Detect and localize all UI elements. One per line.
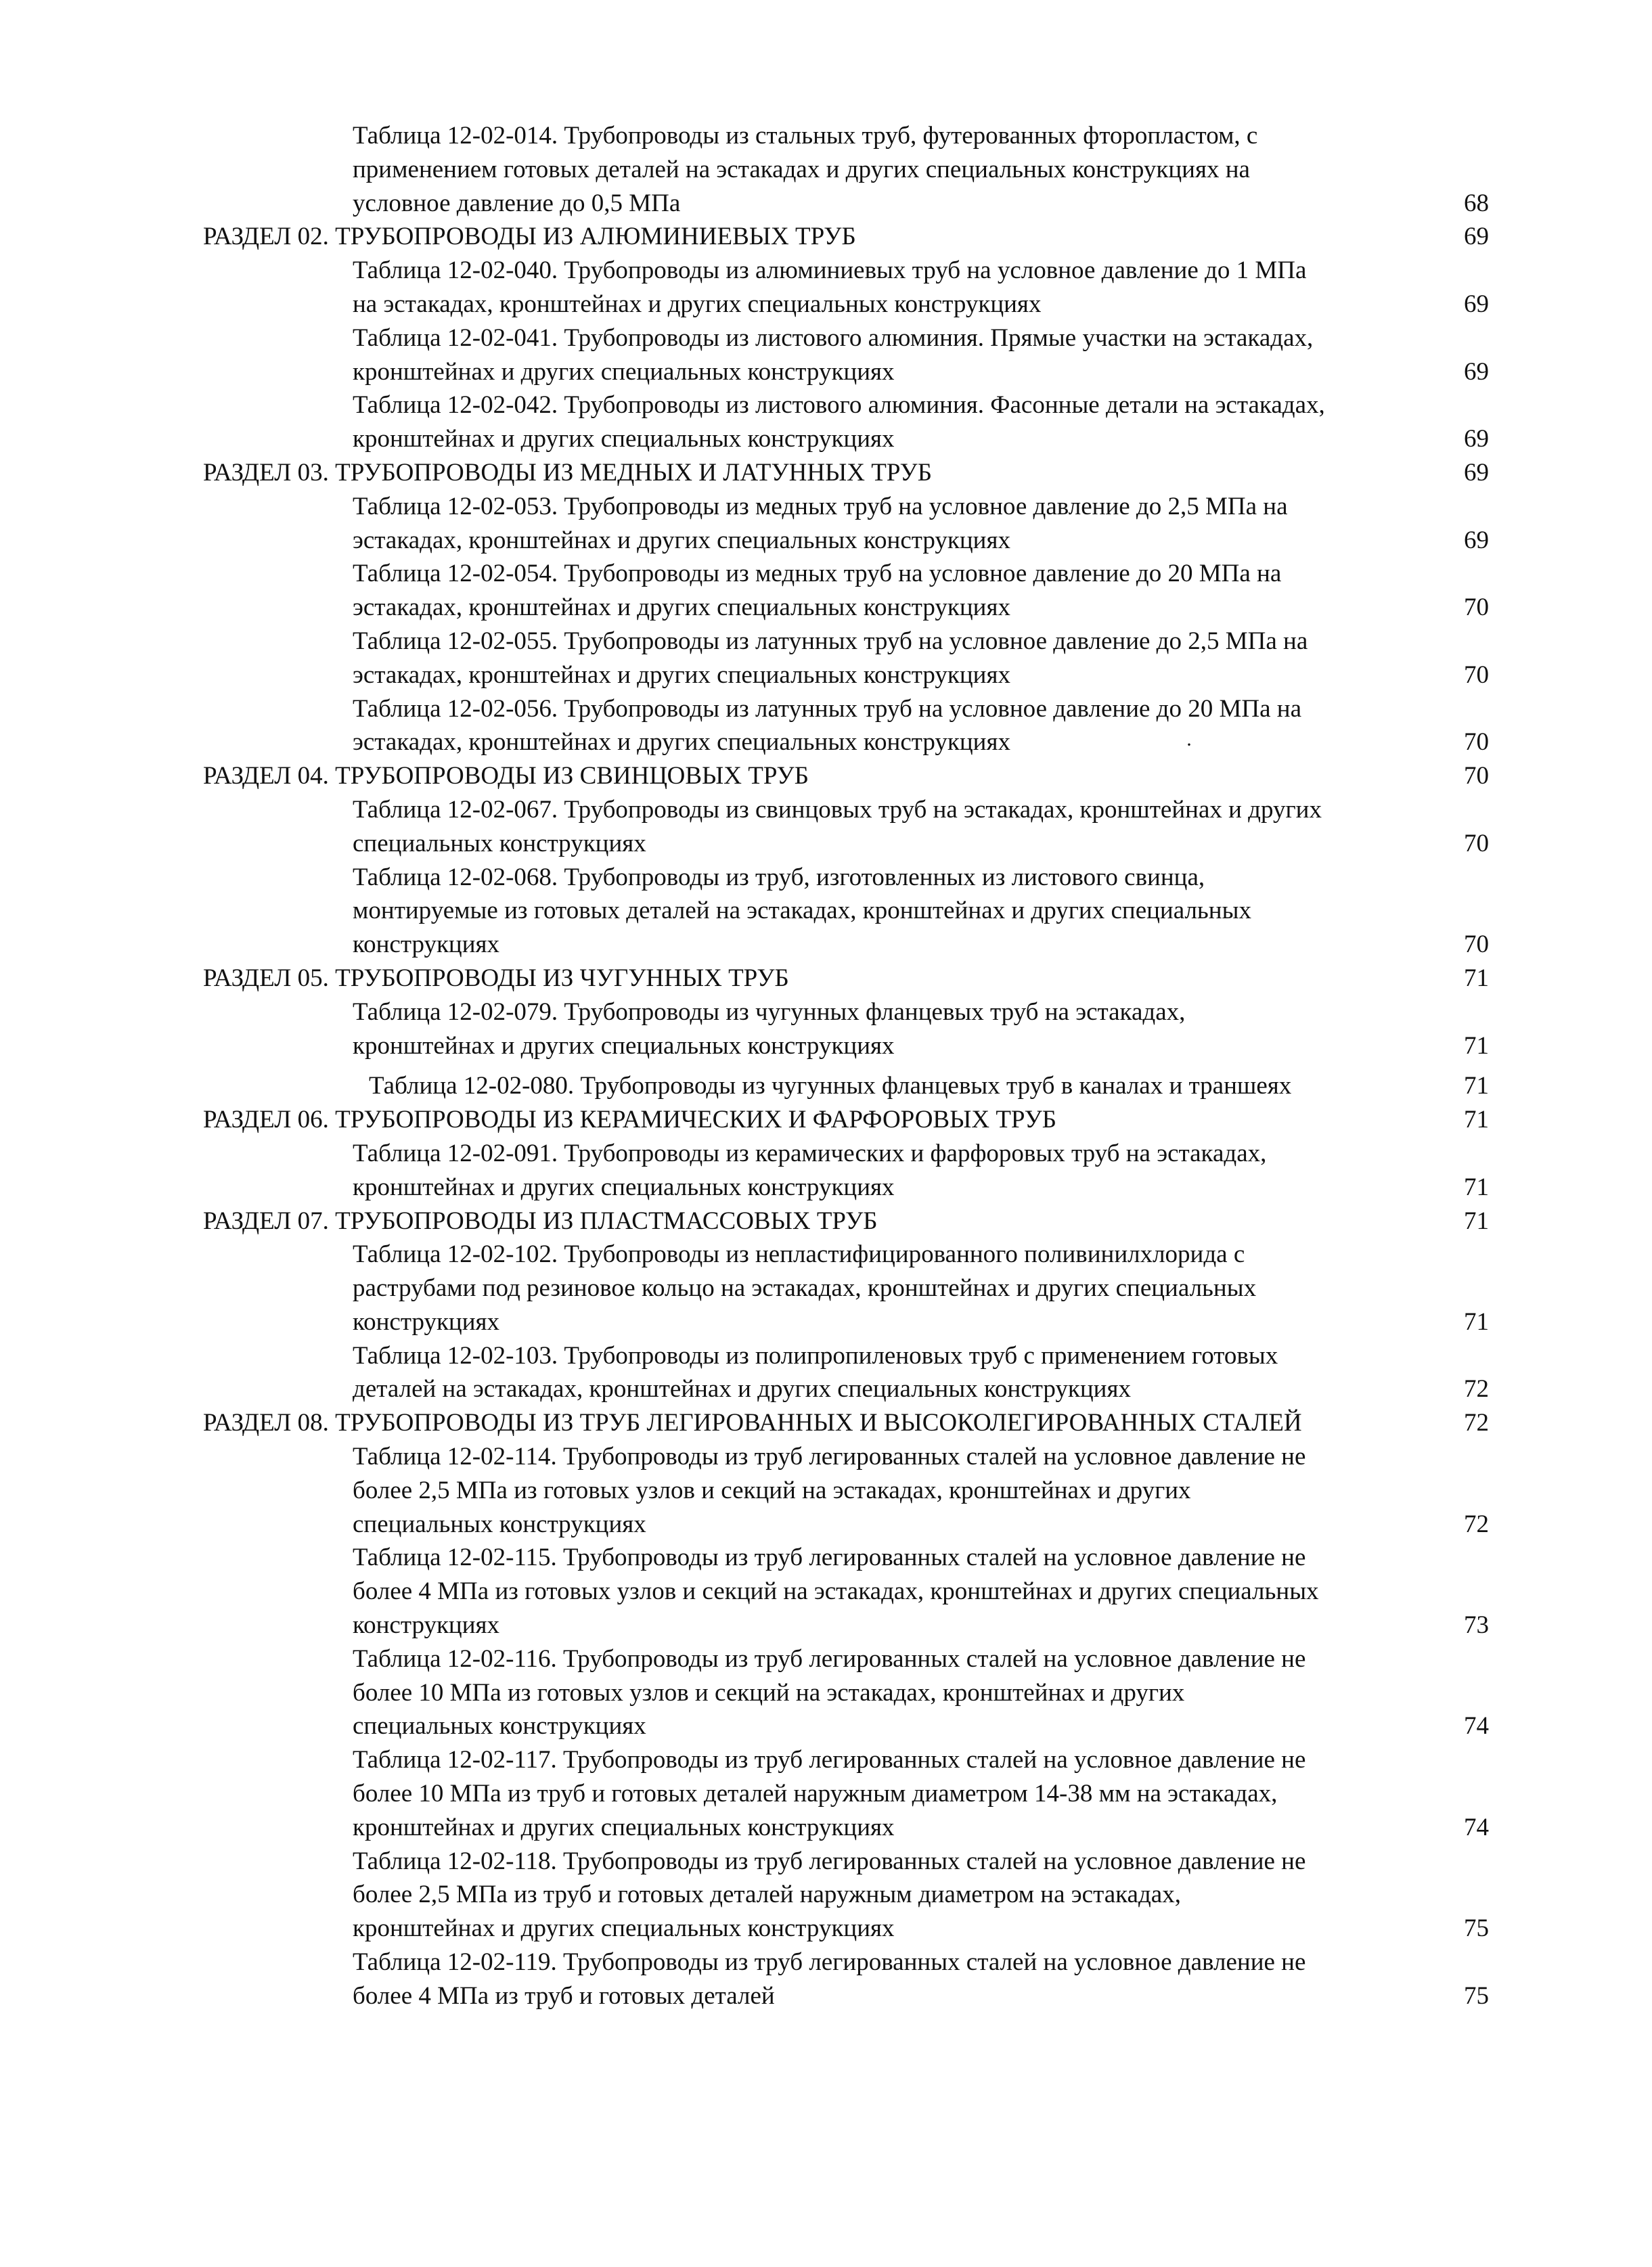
toc-entry-page: 70 [1464, 930, 1489, 959]
toc-entry-table-12-02-055[interactable] [353, 625, 1489, 692]
toc-section-04[interactable] [203, 759, 1489, 793]
toc-entry-table-12-02-118[interactable] [353, 1845, 1489, 1946]
toc-entry-page: 71 [1464, 1072, 1489, 1100]
toc-entry-table-12-02-119[interactable] [353, 1946, 1489, 2013]
toc-section-08[interactable] [203, 1406, 1489, 1440]
toc-section-page: 72 [1464, 1409, 1489, 1437]
toc-entry-page: 69 [1464, 357, 1489, 386]
toc-entry-page: 70 [1464, 660, 1489, 689]
toc-section-page: 71 [1464, 964, 1489, 992]
toc-entry-title: Таблица 12-02-054. Трубопроводы из медных труб на условное давление до 20 МПа на эстакадах, кронштейнах и других специальных конструкциях [353, 560, 1282, 622]
toc-entry-title: Таблица 12-02-067. Трубопроводы из свинцовых труб на эстакадах, кронштейнах и других специальных конструкциях [353, 795, 1322, 857]
toc-entry-title: Таблица 12-02-055. Трубопроводы из латунных труб на условное давление до 2,5 МПа на эстакадах, кронштейнах и других специальных конструкциях [353, 627, 1308, 689]
toc-section-title: РАЗДЕЛ 05. ТРУБОПРОВОДЫ ИЗ ЧУГУННЫХ ТРУБ [203, 964, 789, 992]
toc-section-title: РАЗДЕЛ 07. ТРУБОПРОВОДЫ ИЗ ПЛАСТМАССОВЫХ ТРУБ [203, 1207, 878, 1235]
toc-entry-page: 72 [1464, 1375, 1489, 1404]
toc-entry-title: Таблица 12-02-091. Трубопроводы из керамических и фарфоровых труб на эстакадах, кронштейнах и других специальных конструкциях [353, 1139, 1267, 1201]
toc-entry-table-12-02-053[interactable] [353, 490, 1489, 558]
toc-entry-page: 70 [1464, 593, 1489, 622]
toc-entry-page: 74 [1464, 1712, 1489, 1741]
toc-section-06[interactable] [203, 1103, 1489, 1137]
toc-entry-page: 68 [1464, 189, 1489, 217]
toc-section-page: 69 [1464, 223, 1489, 251]
toc-section-title: РАЗДЕЛ 06. ТРУБОПРОВОДЫ ИЗ КЕРАМИЧЕСКИХ И ФАРФОРОВЫХ ТРУБ [203, 1106, 1057, 1134]
toc-section-05[interactable] [203, 962, 1489, 995]
toc-entry-table-12-02-117[interactable] [353, 1743, 1489, 1844]
toc-entry-page: 73 [1464, 1611, 1489, 1640]
toc-entry-title: Таблица 12-02-056. Трубопроводы из латунных труб на условное давление до 20 МПа на эстакадах, кронштейнах и других специальных конструкциях [353, 694, 1302, 757]
toc-section-page: 71 [1464, 1106, 1489, 1134]
toc-entry-title: Таблица 12-02-014. Трубопроводы из стальных труб, футерованных фторопластом, с применением готовых деталей на эстакадах и других специальных конструкциях на условное давление до 0,5 МПа [353, 122, 1258, 217]
toc-entry-table-12-02-040[interactable] [353, 254, 1489, 321]
toc-section-title: РАЗДЕЛ 08. ТРУБОПРОВОДЫ ИЗ ТРУБ ЛЕГИРОВАННЫХ И ВЫСОКОЛЕГИРОВАННЫХ СТАЛЕЙ [203, 1409, 1302, 1437]
toc-entry-title: Таблица 12-02-117. Трубопроводы из труб легированных сталей на условное давление не более 10 МПа из труб и готовых деталей наружным диаметром 14-38 мм на эстакадах, кронштейнах и других специальных конструкциях [353, 1746, 1306, 1841]
toc-entry-title: Таблица 12-02-040. Трубопроводы из алюминиевых труб на условное давление до 1 МПа на эстакадах, кронштейнах и других специальных конструкциях [353, 256, 1307, 318]
toc-section-page: 70 [1464, 762, 1489, 790]
toc-entry-table-12-02-068[interactable] [353, 861, 1489, 962]
toc-entry-table-12-02-116[interactable] [353, 1642, 1489, 1743]
toc-entry-page: 74 [1464, 1813, 1489, 1841]
toc-entry-table-12-02-079[interactable] [353, 995, 1489, 1063]
table-of-contents [203, 119, 1489, 2013]
toc-entry-table-12-02-067[interactable] [353, 793, 1489, 861]
toc-entry-title: Таблица 12-02-079. Трубопроводы из чугунных фланцевых труб на эстакадах, кронштейнах и других специальных конструкциях [353, 997, 1186, 1060]
toc-entry-title: Таблица 12-02-042. Трубопроводы из листового алюминия. Фасонные детали на эстакадах, кронштейнах и других специальных конструкциях [353, 391, 1325, 453]
toc-entry-title: Таблица 12-02-103. Трубопроводы из полипропиленовых труб с применением готовых деталей на эстакадах, кронштейнах и других специальных конструкциях [353, 1341, 1278, 1404]
toc-entry-title: Таблица 12-02-114. Трубопроводы из труб легированных сталей на условное давление не более 2,5 МПа из готовых узлов и секций на эстакадах, кронштейнах и других специальных конструкциях [353, 1443, 1306, 1538]
toc-entry-table-12-02-041[interactable] [353, 321, 1489, 389]
toc-entry-title: Таблица 12-02-118. Трубопроводы из труб легированных сталей на условное давление не более 2,5 МПа из труб и готовых деталей наружным диаметром на эстакадах, кронштейнах и других специальных конструкциях [353, 1847, 1306, 1943]
toc-entry-table-12-02-102[interactable] [353, 1238, 1489, 1339]
toc-entry-table-12-02-042[interactable] [353, 388, 1489, 456]
toc-section-title: РАЗДЕЛ 04. ТРУБОПРОВОДЫ ИЗ СВИНЦОВЫХ ТРУБ [203, 762, 809, 790]
toc-section-page: 71 [1464, 1207, 1489, 1235]
toc-entry-table-12-02-114[interactable] [353, 1440, 1489, 1541]
toc-entry-title: Таблица 12-02-053. Трубопроводы из медных труб на условное давление до 2,5 МПа на эстакадах, кронштейнах и других специальных конструкциях [353, 492, 1288, 554]
toc-section-03[interactable] [203, 456, 1489, 490]
toc-entry-page: 69 [1464, 290, 1489, 318]
toc-entry-page: 71 [1464, 1173, 1489, 1201]
scan-speck: · [1186, 734, 1192, 756]
toc-section-07[interactable] [203, 1205, 1489, 1238]
toc-entry-title: Таблица 12-02-119. Трубопроводы из труб легированных сталей на условное давление не более 4 МПа из труб и готовых деталей [353, 1948, 1306, 2010]
toc-entry-page: 70 [1464, 829, 1489, 857]
toc-entry-title: Таблица 12-02-041. Трубопроводы из листового алюминия. Прямые участки на эстакадах, кронштейнах и других специальных конструкциях [353, 323, 1314, 386]
toc-entry-table-12-02-014[interactable] [353, 119, 1489, 220]
toc-entry-table-12-02-103[interactable] [353, 1339, 1489, 1407]
toc-section-title: РАЗДЕЛ 03. ТРУБОПРОВОДЫ ИЗ МЕДНЫХ И ЛАТУННЫХ ТРУБ [203, 458, 932, 487]
toc-entry-table-12-02-080[interactable] [369, 1069, 1489, 1103]
toc-entry-title: Таблица 12-02-080. Трубопроводы из чугунных фланцевых труб в каналах и траншеях [369, 1072, 1292, 1100]
toc-entry-table-12-02-091[interactable] [353, 1137, 1489, 1205]
toc-entry-table-12-02-115[interactable] [353, 1541, 1489, 1642]
toc-entry-table-12-02-054[interactable] [353, 557, 1489, 625]
toc-entry-title: Таблица 12-02-068. Трубопроводы из труб, изготовленных из листового свинца, монтируемые из готовых деталей на эстакадах, кронштейнах и других специальных конструкциях [353, 863, 1251, 959]
toc-entry-title: Таблица 12-02-116. Трубопроводы из труб легированных сталей на условное давление не более 10 МПа из готовых узлов и секций на эстакадах, кронштейнах и других специальных конструкциях [353, 1644, 1306, 1741]
toc-entry-title: Таблица 12-02-102. Трубопроводы из непластифицированного поливинилхлорида с раструбами под резиновое кольцо на эстакадах, кронштейнах и других специальных конструкциях [353, 1240, 1257, 1336]
toc-entry-table-12-02-056[interactable] [353, 692, 1489, 760]
toc-entry-page: 71 [1464, 1031, 1489, 1060]
toc-entry-page: 75 [1464, 1981, 1489, 2010]
toc-section-02[interactable] [203, 220, 1489, 254]
toc-entry-page: 71 [1464, 1307, 1489, 1336]
toc-section-page: 69 [1464, 458, 1489, 487]
toc-entry-page: 69 [1464, 425, 1489, 453]
toc-entry-page: 70 [1464, 728, 1489, 757]
toc-entry-title: Таблица 12-02-115. Трубопроводы из труб легированных сталей на условное давление не более 4 МПа из готовых узлов и секций на эстакадах, кронштейнах и других специальных конструкциях [353, 1544, 1319, 1640]
spacer [203, 1062, 1489, 1069]
toc-entry-page: 69 [1464, 526, 1489, 554]
toc-entry-page: 72 [1464, 1510, 1489, 1538]
toc-section-title: РАЗДЕЛ 02. ТРУБОПРОВОДЫ ИЗ АЛЮМИНИЕВЫХ ТРУБ [203, 223, 856, 251]
toc-entry-page: 75 [1464, 1914, 1489, 1943]
